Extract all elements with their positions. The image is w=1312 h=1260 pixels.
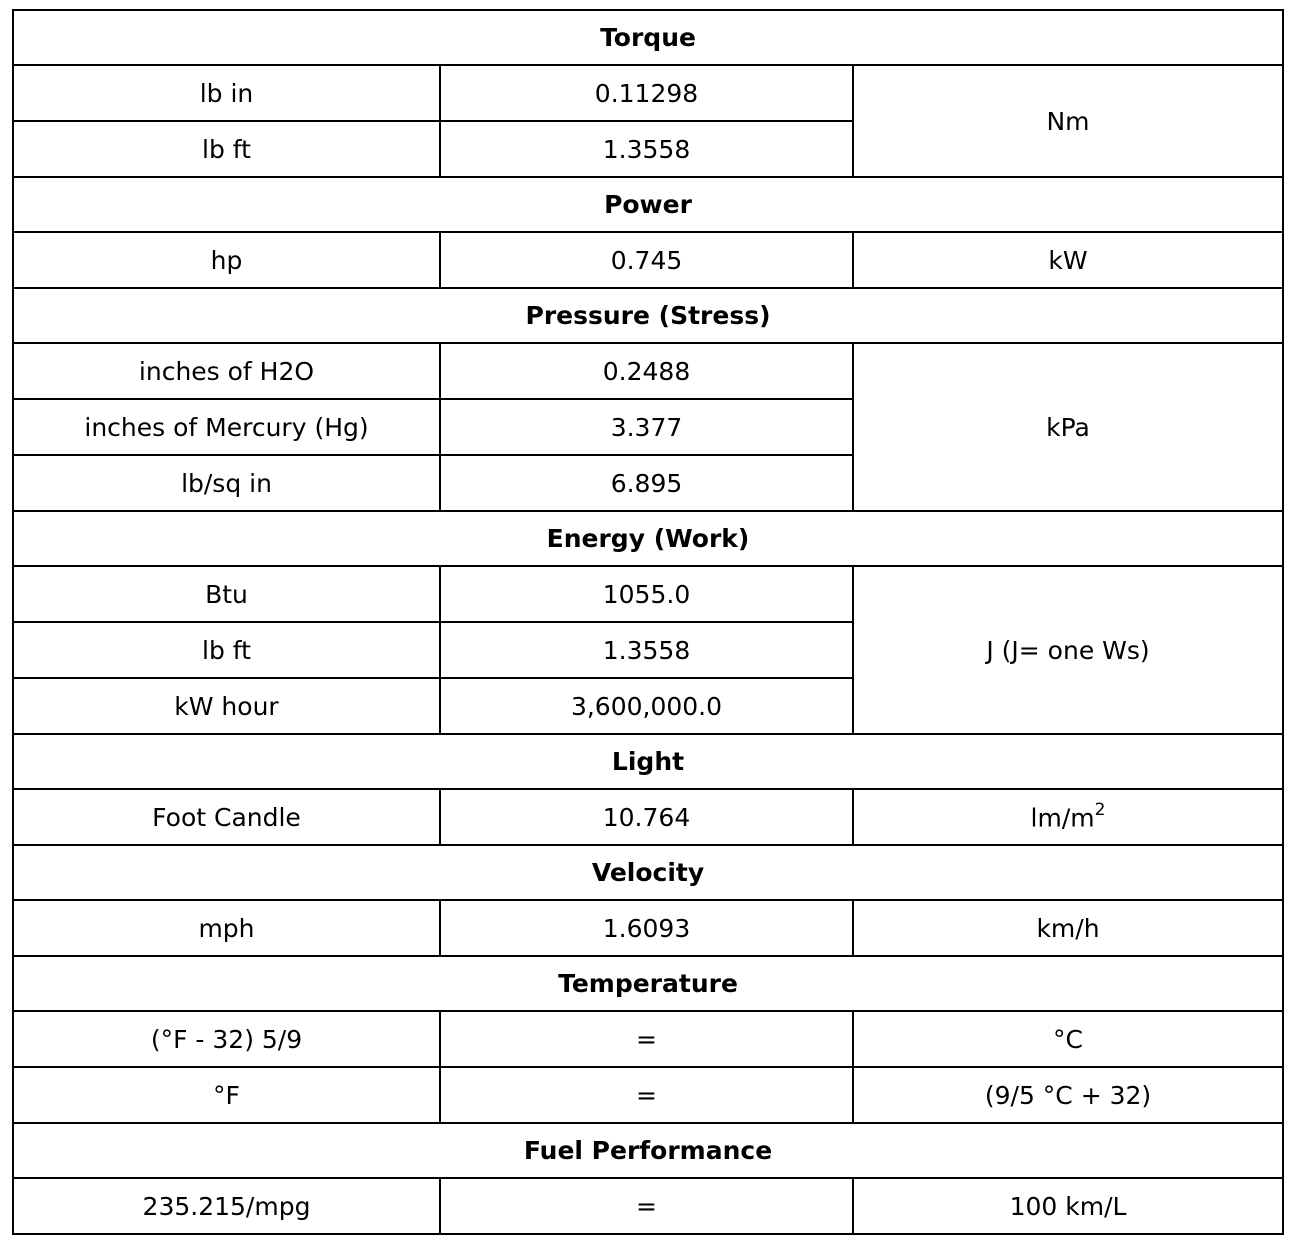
from-unit: °F: [13, 1067, 440, 1123]
from-unit: inches of Mercury (Hg): [13, 399, 440, 455]
section-header-row: [13, 288, 1283, 343]
section-title-torque: Torque: [13, 10, 1283, 65]
section-title-velocity: Velocity: [13, 845, 1283, 900]
section-header-row: [13, 845, 1283, 900]
unit-conversion-table: [12, 9, 1284, 1235]
conversion-factor: 0.745: [440, 232, 853, 288]
from-unit: Foot Candle: [13, 789, 440, 845]
table-row: [13, 900, 1283, 956]
to-unit: J (J= one Ws): [853, 566, 1283, 734]
conversion-factor: 1.6093: [440, 900, 853, 956]
conversion-factor: 1055.0: [440, 566, 853, 622]
conversion-factor: 0.11298: [440, 65, 853, 121]
table-row: [13, 1067, 1283, 1123]
section-header-row: [13, 956, 1283, 1011]
from-unit: (°F - 32) 5/9: [13, 1011, 440, 1067]
section-title-fuel: Fuel Performance: [13, 1123, 1283, 1178]
to-unit: km/h: [853, 900, 1283, 956]
section-header-row: [13, 511, 1283, 566]
conversion-factor: 1.3558: [440, 622, 853, 678]
to-unit: (9/5 °C + 32): [853, 1067, 1283, 1123]
section-header-row: [13, 177, 1283, 232]
section-header-row: [13, 10, 1283, 65]
section-title-power: Power: [13, 177, 1283, 232]
table-row: [13, 1011, 1283, 1067]
from-unit: lb ft: [13, 121, 440, 177]
from-unit: lb ft: [13, 622, 440, 678]
conversion-factor: 3,600,000.0: [440, 678, 853, 734]
conversion-factor: 1.3558: [440, 121, 853, 177]
to-unit: Nm: [853, 65, 1283, 177]
from-unit: inches of H2O: [13, 343, 440, 399]
section-title-light: Light: [13, 734, 1283, 789]
table-row: [13, 65, 1283, 121]
conversion-factor: 0.2488: [440, 343, 853, 399]
from-unit: 235.215/mpg: [13, 1178, 440, 1234]
to-unit-superscript: 2: [1094, 799, 1106, 820]
to-unit: 100 km/L: [853, 1178, 1283, 1234]
from-unit: mph: [13, 900, 440, 956]
table-row: [13, 789, 1283, 845]
table-row: [13, 566, 1283, 622]
section-title-energy: Energy (Work): [13, 511, 1283, 566]
conversion-factor: =: [440, 1011, 853, 1067]
table-row: [13, 1178, 1283, 1234]
table-row: [13, 232, 1283, 288]
section-title-temperature: Temperature: [13, 956, 1283, 1011]
to-unit: kW: [853, 232, 1283, 288]
section-title-pressure: Pressure (Stress): [13, 288, 1283, 343]
to-unit: °C: [853, 1011, 1283, 1067]
conversion-factor: 10.764: [440, 789, 853, 845]
conversion-factor: 3.377: [440, 399, 853, 455]
from-unit: kW hour: [13, 678, 440, 734]
to-unit-base: lm/m: [1030, 803, 1095, 833]
conversion-factor: =: [440, 1067, 853, 1123]
to-unit: kPa: [853, 343, 1283, 511]
section-header-row: [13, 734, 1283, 789]
from-unit: hp: [13, 232, 440, 288]
conversion-factor: 6.895: [440, 455, 853, 511]
to-unit: [853, 789, 1283, 845]
from-unit: lb in: [13, 65, 440, 121]
table-row: [13, 343, 1283, 399]
conversion-factor: =: [440, 1178, 853, 1234]
section-header-row: [13, 1123, 1283, 1178]
from-unit: lb/sq in: [13, 455, 440, 511]
from-unit: Btu: [13, 566, 440, 622]
